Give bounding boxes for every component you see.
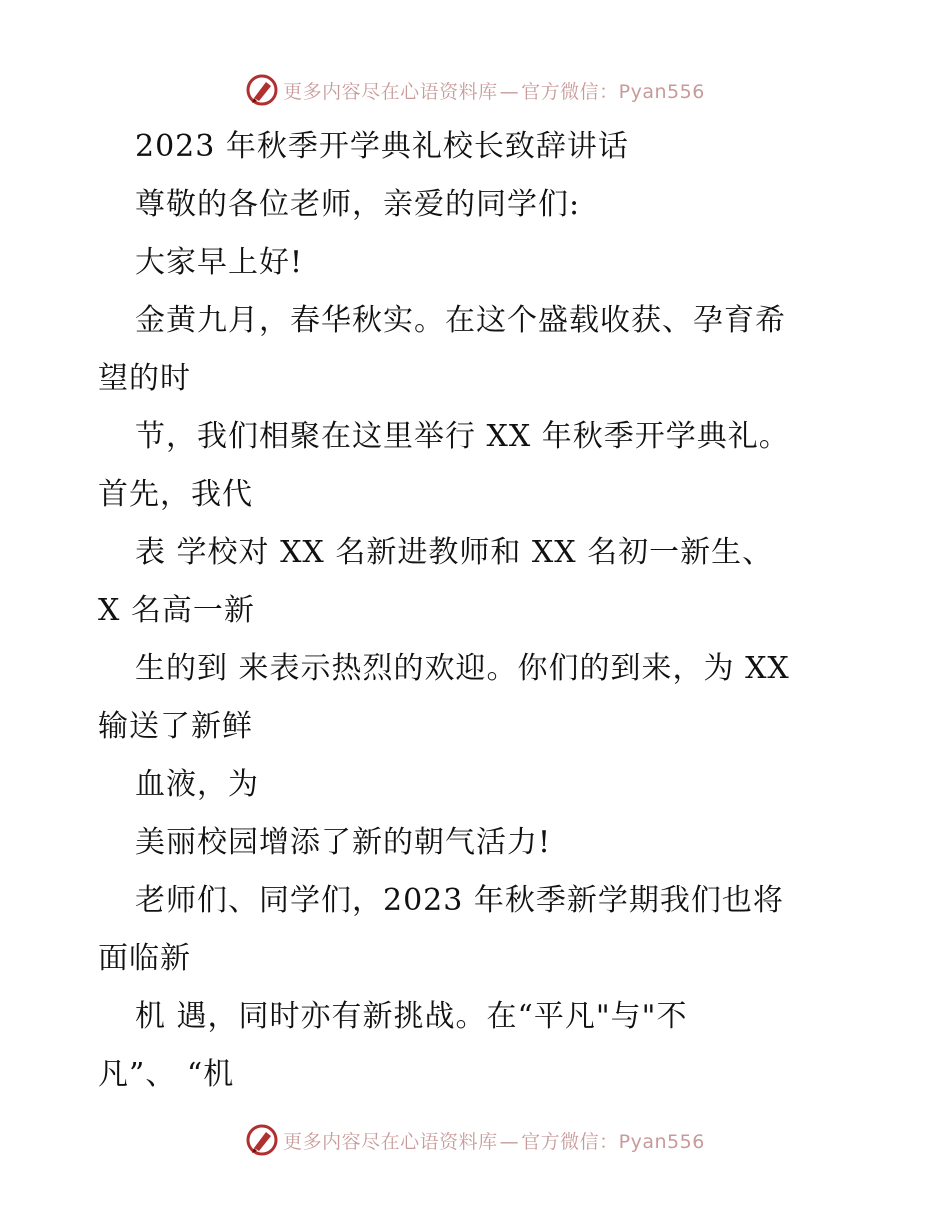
text-line: 美丽校园增添了新的朝气活力!: [135, 825, 552, 860]
pen-logo-icon: [245, 1123, 279, 1157]
text-line: 面临新: [98, 941, 191, 976]
footer-watermark-banner: [0, 1120, 950, 1160]
text-line: 生的到 来表示热烈的欢迎。你们的到来，为 XX: [135, 651, 790, 686]
text-line: 血液，为: [135, 767, 259, 802]
banner-main-text: 更多内容尽在心语资料库: [283, 80, 498, 103]
document-body: [98, 118, 858, 1104]
pen-logo-icon: [245, 73, 279, 107]
text-line: 首先，我代: [98, 477, 253, 512]
banner-main-text: 更多内容尽在心语资料库: [283, 1130, 498, 1153]
text-line: 尊敬的各位老师，亲爱的同学们:: [135, 187, 581, 222]
document-title: 2023 年秋季开学典礼校长致辞讲话: [135, 129, 629, 164]
text-line: 凡”、 “机: [98, 1057, 235, 1092]
text-line: 输送了新鲜: [98, 709, 253, 744]
header-watermark-banner: [0, 70, 950, 110]
text-line: 金黄九月，春华秋实。在这个盛载收获、孕育希: [135, 303, 786, 338]
text-line: 机 遇，同时亦有新挑战。在“平凡"与"不: [135, 999, 688, 1034]
banner-separator: —: [499, 1130, 520, 1153]
text-line: 大家早上好!: [135, 245, 304, 280]
text-line: 老师们、同学们，2023 年秋季新学期我们也将: [135, 883, 784, 918]
banner-separator: —: [499, 80, 520, 103]
text-line: 表 学校对 XX 名新进教师和 XX 名初一新生、: [135, 535, 774, 570]
banner-text: [283, 77, 705, 104]
banner-contact-text: 官方微信：Pyan556: [521, 80, 705, 103]
text-line: 望的时: [98, 361, 191, 396]
text-line: X 名高一新: [98, 593, 255, 628]
banner-contact-text: 官方微信：Pyan556: [521, 1130, 705, 1153]
text-line: 节，我们相聚在这里举行 XX 年秋季开学典礼。: [135, 419, 790, 454]
banner-text: [283, 1127, 705, 1154]
